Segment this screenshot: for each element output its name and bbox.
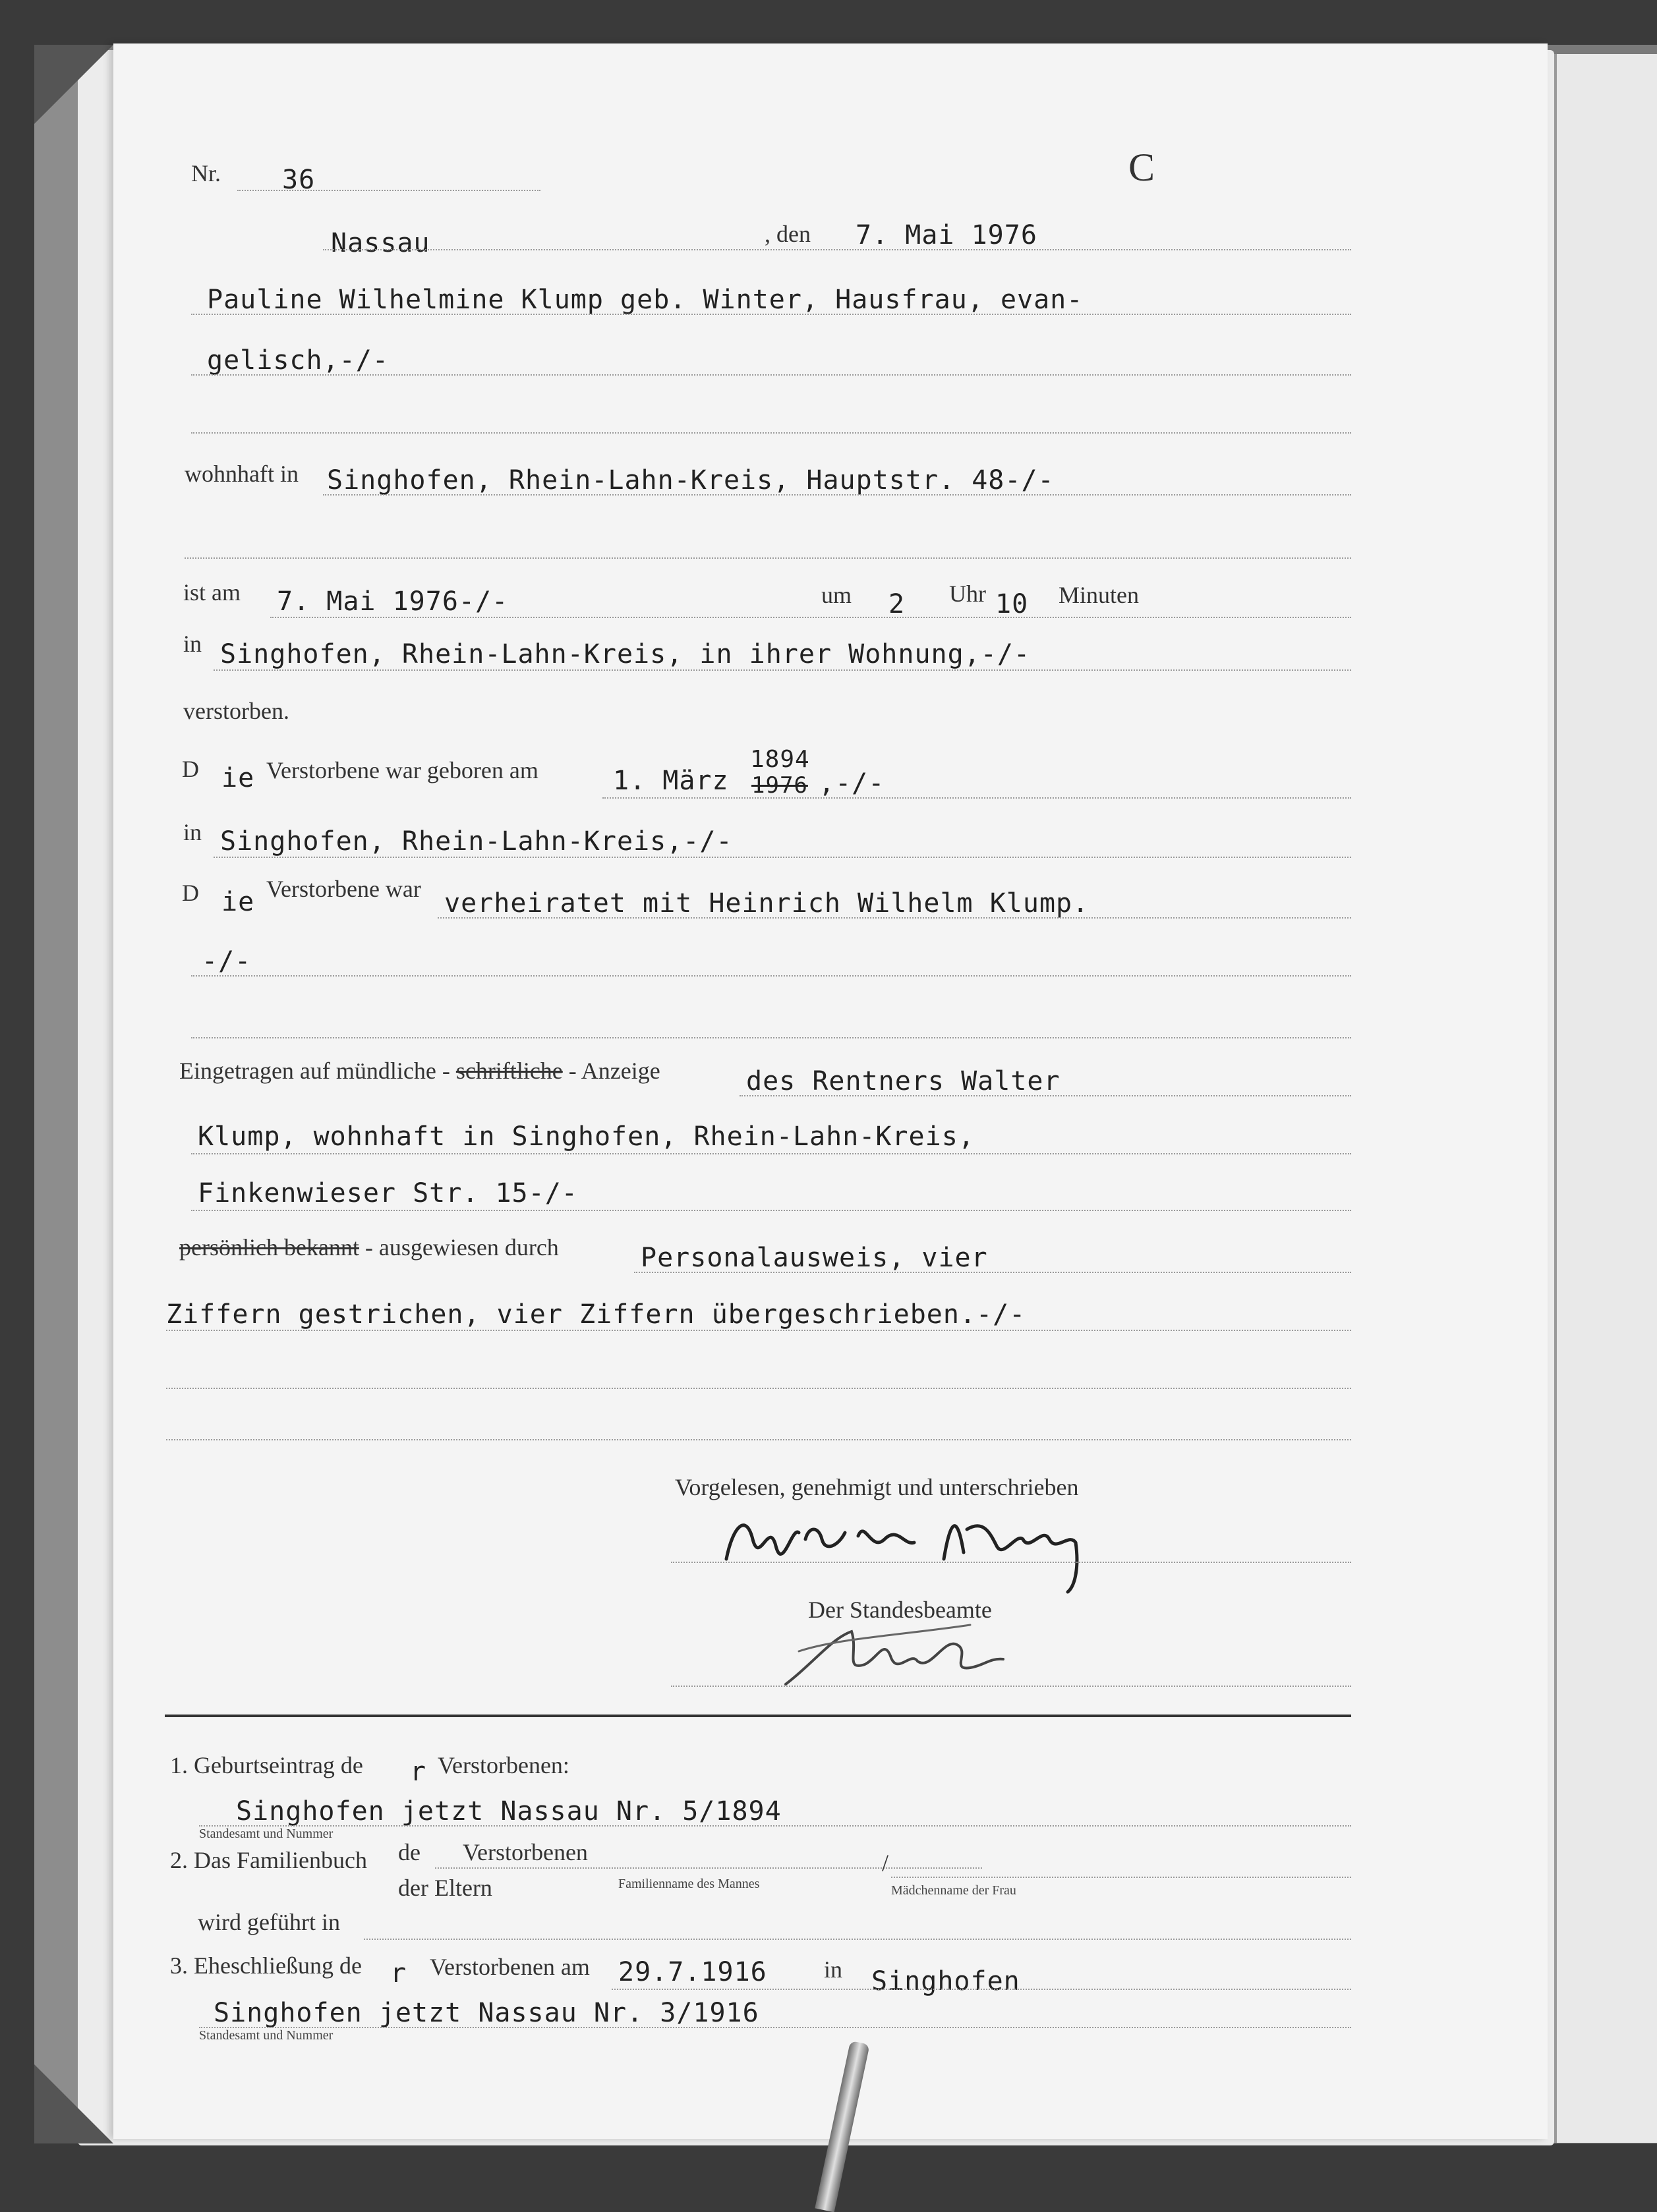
nr-line (237, 190, 540, 191)
residence-label: wohnhaft in (185, 461, 299, 487)
item2-value: Verstorbenen (463, 1839, 588, 1865)
id-label-suffix: - ausgewiesen durch (364, 1234, 559, 1261)
birth-date-prefix: 1. März (613, 766, 729, 796)
id-label-struck: persönlich bekannt (179, 1234, 359, 1261)
item2-label: 2. Das Familienbuch (170, 1847, 367, 1873)
informant-signature-line (671, 1562, 1351, 1563)
item1-standesamt-label: Standesamt und Nummer (199, 1827, 334, 1841)
marital-status: verheiratet mit Heinrich Wilhelm Klump. (444, 888, 1090, 919)
place-value: Nassau (331, 228, 430, 258)
item1-fill: r (410, 1757, 427, 1787)
informant-signature (707, 1500, 1115, 1599)
marital-line (438, 917, 1351, 919)
marital-line2-rule (191, 975, 1351, 977)
marital-label: Verstorbene war (266, 876, 421, 902)
corner-protector-bottom (34, 2064, 113, 2143)
item2-maiden-line (891, 1877, 1351, 1878)
birth-place: Singhofen, Rhein-Lahn-Kreis,-/- (220, 826, 733, 857)
birth-year-correction: 1894 (750, 746, 810, 773)
date-line (323, 249, 1351, 250)
item2-name-line (435, 1867, 982, 1869)
registrar-label: Der Standesbeamte (808, 1597, 992, 1623)
item1-line (199, 1825, 1351, 1827)
form-letter: C (1128, 146, 1155, 189)
item3-line (612, 1989, 1351, 1990)
name-line3 (191, 432, 1351, 434)
marital-line2: -/- (202, 946, 252, 977)
birth-year-struck: 1976 (751, 772, 808, 799)
item3-fill: r (390, 1958, 407, 1989)
item1-label-suffix: Verstorbenen: (438, 1752, 569, 1778)
deceased-name-line2: gelisch,-/- (207, 345, 389, 376)
death-in-label: in (183, 631, 202, 657)
date-value: 7. Mai 1976 (856, 220, 1037, 250)
id-line2-rule (166, 1330, 1351, 1331)
familienname-label: Familienname des Mannes (618, 1877, 760, 1891)
id-line2: Ziffern gestrichen, vier Ziffern übergeschrieben.-/- (166, 1299, 1026, 1330)
name-line1 (191, 314, 1351, 315)
minuten-label: Minuten (1059, 582, 1139, 608)
report-line2: Klump, wohnhaft in Singhofen, Rhein-Lahn-Kreis, (198, 1121, 975, 1152)
id-label (179, 1234, 559, 1261)
item3-label-mid: Verstorbenen am (430, 1954, 590, 1980)
report-line2-rule (191, 1153, 1351, 1154)
blank-rule-1 (166, 1388, 1351, 1389)
birth-place-line (214, 857, 1351, 858)
item1-label-prefix: 1. Geburtseintrag de (170, 1752, 363, 1778)
item3-place: Singhofen (871, 1966, 1020, 1997)
entry-number: 36 (282, 165, 316, 195)
footer-separator (165, 1715, 1351, 1717)
um-label: um (821, 582, 852, 608)
id-line (634, 1272, 1351, 1273)
death-date-line (270, 617, 1351, 618)
den-label: , den (765, 221, 811, 247)
item3-standesamt-label: Standesamt und Nummer (199, 2028, 334, 2043)
item3-value-line (199, 2027, 1351, 2028)
death-minutes: 10 (995, 589, 1029, 619)
marital-line3-rule (191, 1037, 1351, 1038)
nr-label: Nr. (191, 160, 221, 186)
report-line3-rule (191, 1210, 1351, 1211)
report-label-prefix: Eingetragen auf mündliche - (179, 1058, 450, 1084)
report-line1-rule (740, 1095, 1351, 1096)
residence-value: Singhofen, Rhein-Lahn-Kreis, Hauptstr. 48-/- (327, 465, 1055, 496)
birth-label: Verstorbene war geboren am (266, 757, 538, 783)
id-value: Personalausweis, vier (641, 1243, 988, 1273)
item3-date: 29.7.1916 (618, 1957, 767, 1987)
marital-ie: ie (221, 887, 255, 917)
registrar-signature (772, 1612, 1036, 1697)
report-label (179, 1057, 660, 1085)
wird-gefuehrt-line (364, 1939, 1351, 1940)
name-line2 (191, 374, 1351, 376)
marital-d-label: D (182, 880, 199, 906)
death-hour: 2 (888, 589, 906, 619)
birth-date-line (602, 797, 1351, 799)
report-label-suffix: - Anzeige (568, 1058, 660, 1084)
verstorben-label: verstorben. (183, 698, 289, 724)
item3-in-label: in (824, 1956, 843, 1983)
wird-gefuehrt-label: wird geführt in (198, 1909, 340, 1935)
report-line1: des Rentners Walter (746, 1066, 1061, 1096)
death-place-line (214, 669, 1351, 671)
birth-in-label: in (183, 819, 202, 845)
report-label-struck: schriftliche (455, 1058, 563, 1084)
birth-date-suffix: ,-/- (819, 768, 885, 799)
blank-rule-2 (166, 1439, 1351, 1440)
item2-de: de (398, 1839, 421, 1865)
register-page (113, 43, 1548, 2139)
deceased-name-line1: Pauline Wilhelmine Klump geb. Winter, Hausfrau, evan- (207, 285, 1084, 315)
death-date: 7. Mai 1976-/- (277, 586, 509, 617)
birth-ie: ie (221, 763, 255, 793)
uhr-label: Uhr (949, 581, 986, 607)
ist-am-label: ist am (183, 579, 241, 606)
report-line3: Finkenwieser Str. 15-/- (198, 1178, 578, 1208)
corner-protector-top (34, 45, 113, 124)
item3-value: Singhofen jetzt Nassau Nr. 3/1916 (214, 1998, 759, 2028)
registrar-signature-line (671, 1686, 1351, 1687)
facing-page-edge (1553, 54, 1657, 2143)
read-approved-label: Vorgelesen, genehmigt und unterschrieben (675, 1474, 1079, 1500)
item2-slash: / (882, 1850, 889, 1876)
maedchenname-label: Mädchenname der Frau (891, 1883, 1016, 1898)
birth-d-label: D (182, 756, 199, 782)
residence-line2 (185, 557, 1351, 559)
residence-line (323, 494, 1351, 496)
death-place: Singhofen, Rhein-Lahn-Kreis, in ihrer Wohnung,-/- (220, 639, 1031, 669)
item3-label-prefix: 3. Eheschließung de (170, 1952, 362, 1979)
item1-value: Singhofen jetzt Nassau Nr. 5/1894 (236, 1796, 782, 1827)
item2-eltern: der Eltern (398, 1875, 492, 1901)
